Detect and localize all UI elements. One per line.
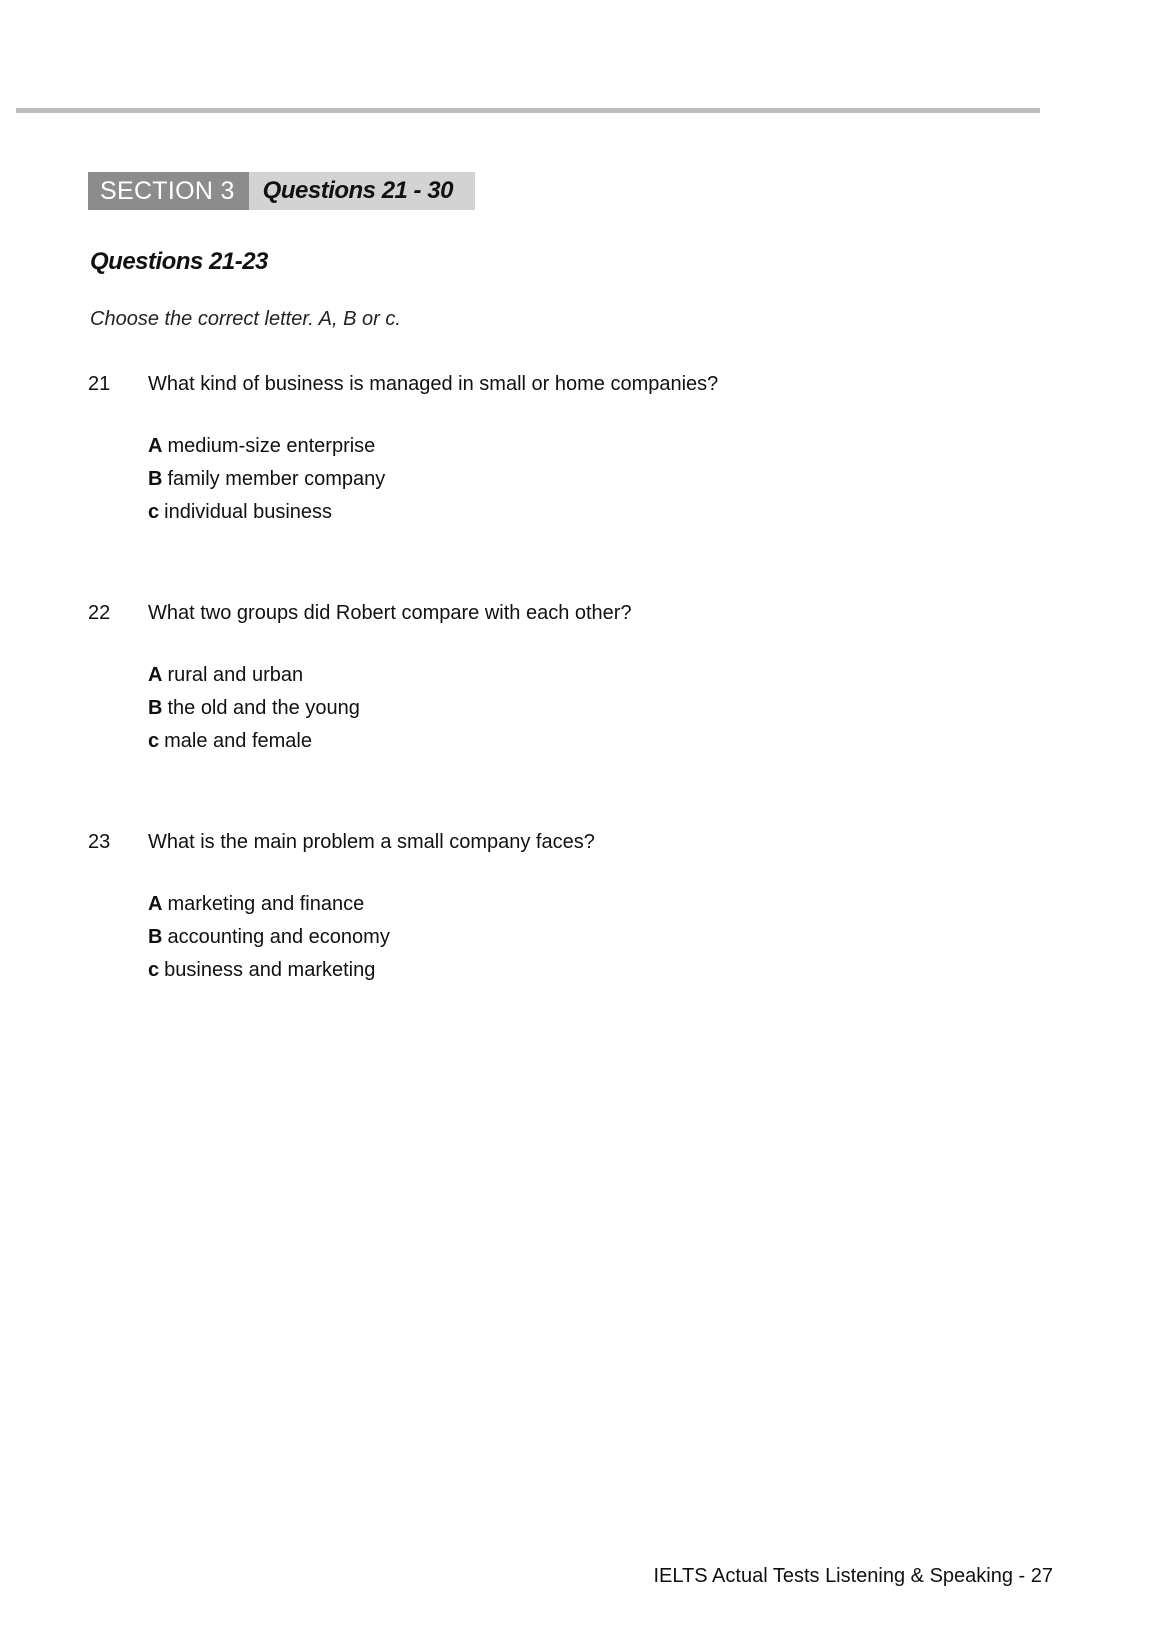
- question-text: What kind of business is managed in small or home companies?: [148, 373, 719, 395]
- option-letter: c: [148, 959, 160, 981]
- option-b: [148, 696, 988, 729]
- top-rule: [16, 108, 1040, 113]
- option-letter: B: [148, 697, 163, 719]
- section-label: SECTION 3: [88, 172, 249, 210]
- question-group-heading: Questions 21-23: [90, 248, 268, 275]
- page-footer: IELTS Actual Tests Listening & Speaking - 27: [653, 1565, 1053, 1587]
- option-c: [148, 500, 988, 533]
- option-letter: B: [148, 926, 163, 948]
- option-letter: A: [148, 893, 163, 915]
- option-text: individual business: [164, 501, 333, 523]
- option-letter: A: [148, 664, 163, 686]
- option-letter: A: [148, 435, 163, 457]
- option-text: male and female: [164, 730, 312, 752]
- option-a: [148, 892, 988, 925]
- question-text: What is the main problem a small company faces?: [148, 831, 595, 853]
- option-text: marketing and finance: [167, 893, 365, 915]
- option-a: [148, 663, 988, 696]
- question-22: [88, 601, 988, 762]
- instruction-text: Choose the correct letter. A, B or c.: [90, 308, 401, 330]
- options-list: [148, 892, 988, 991]
- question-number: 22: [88, 602, 111, 624]
- option-text: family member company: [167, 468, 386, 490]
- question-23: [88, 830, 988, 991]
- option-c: [148, 958, 988, 991]
- option-letter: c: [148, 501, 160, 523]
- option-c: [148, 729, 988, 762]
- section-range: Questions 21 - 30: [249, 172, 475, 210]
- question-number: 23: [88, 831, 111, 853]
- option-text: business and marketing: [164, 959, 376, 981]
- option-text: rural and urban: [167, 664, 304, 686]
- section-banner: [88, 172, 475, 210]
- option-letter: B: [148, 468, 163, 490]
- question-number: 21: [88, 373, 111, 395]
- option-letter: c: [148, 730, 160, 752]
- option-b: [148, 467, 988, 500]
- option-text: accounting and economy: [167, 926, 390, 948]
- question-21: [88, 372, 988, 533]
- options-list: [148, 663, 988, 762]
- option-text: the old and the young: [167, 697, 360, 719]
- option-a: [148, 434, 988, 467]
- option-text: medium-size enterprise: [167, 435, 376, 457]
- options-list: [148, 434, 988, 533]
- question-text: What two groups did Robert compare with each other?: [148, 602, 632, 624]
- option-b: [148, 925, 988, 958]
